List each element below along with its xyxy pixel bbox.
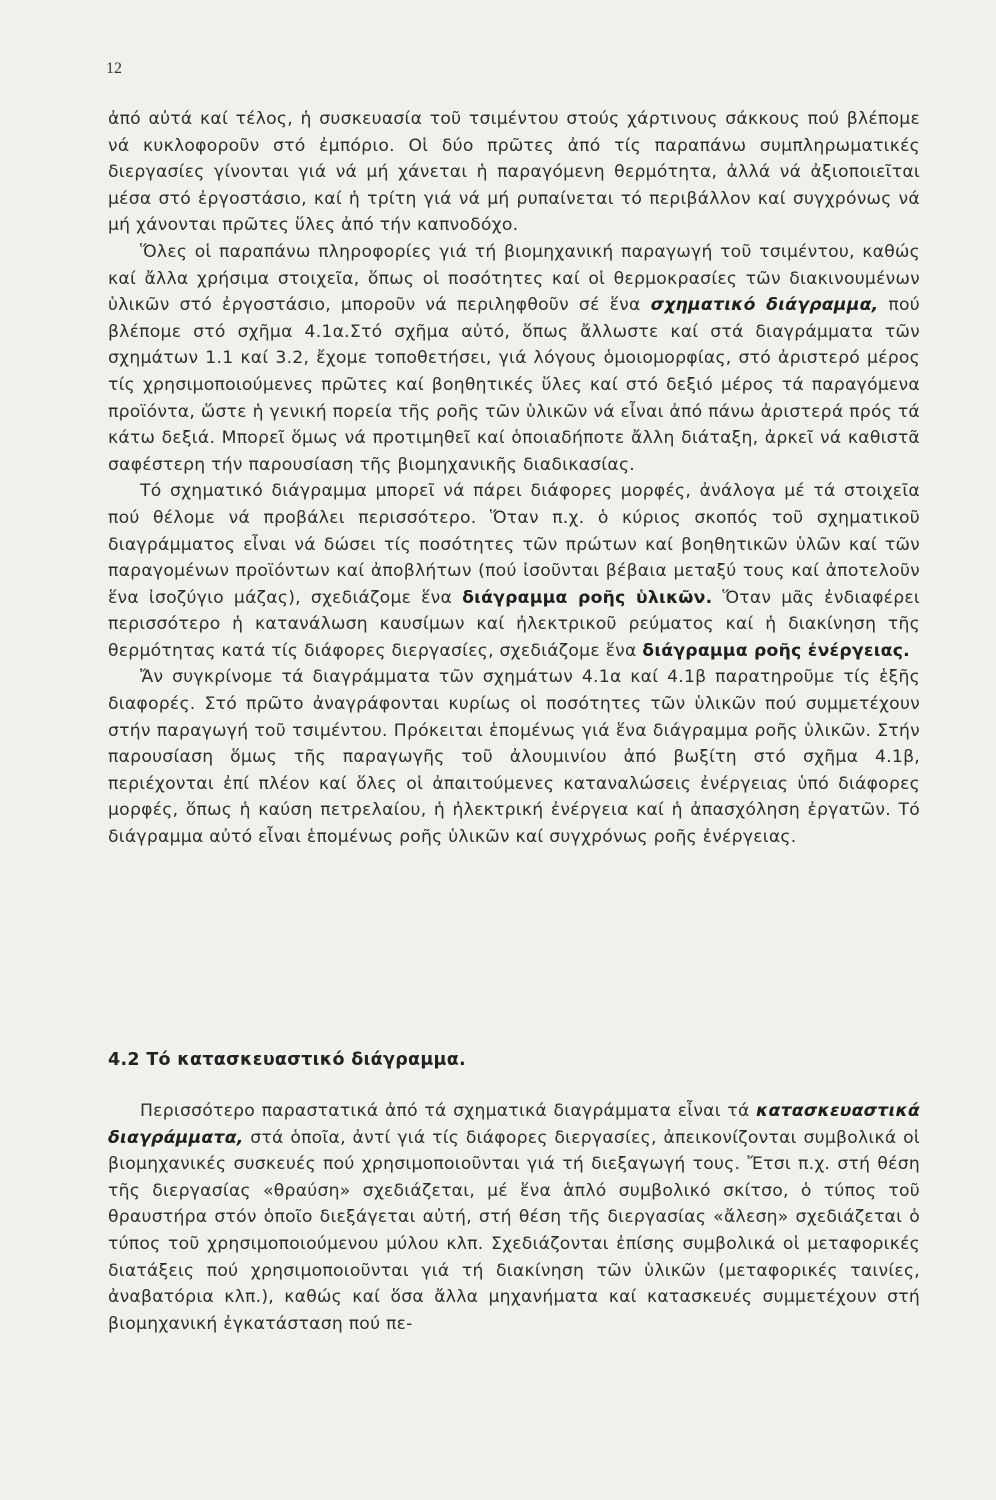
section-number: 4.2 [108,1050,140,1070]
text-run: Ἄν συγκρίνομε τά διαγράμματα τῶν σχημάτων 4.1α καί 4.1β παρατηροῦμε τίς ἑξῆς διαφορές. Στό πρῶτο ἀναγράφονται κυρίως οἱ ποσότητες τῶν ὑλικῶν πού συμμετέχουν στήν παραγωγή τοῦ τσιμέντου. Πρόκειται ἑπομένως γιά ἕνα διάγραμμα ροῆς ὑλικῶν. Στήν παρουσίαση ὅμως τῆς παραγωγῆς τοῦ ἀλουμινίου ἀπό βωξίτη στό σχῆμα 4.1β, περιέχονται ἐπί πλέον καί ὅλες οἱ ἀπαιτούμενες καταναλώσεις ἐνέργειας ὑπό διάφορες μορφές, ὅπως ἡ καύση πετρελαίου, ἡ ἠλεκτρική ἐνέργεια καί ἡ ἀπασχόληση ἐργατῶν. Τό διάγραμμα αὐτό εἶναι ἑπομένως ροῆς ὑλικῶν καί συγχρόνως ροῆς ἐνέργειας. [108,667,920,848]
text-run: Τό σχηματικό διάγραμμα μπορεῖ νά πάρει διάφορες μορφές, ἀνάλογα μέ τά στοιχεῖα πού θέλομε νά προβάλει περισσότερο. Ὅταν π.χ. ὁ κύριος σκοπός τοῦ σχηματικοῦ διαγράμματος εἶναι νά δώσει τίς ποσότητες τῶν πρώτων καί βοηθητικῶν ὑλῶν καί τῶν παραγομένων προϊόντων καί ἀποβλήτων (πού ἰσοῦνται βέβαια μεταξύ τους καί ἀποτελοῦν ἕνα ἰσοζύγιο μάζας), σχεδιάζομε ἕνα [108,481,920,608]
emphasized-term: κατασκευαστικά διαγράμματα, [108,1101,920,1148]
paragraph [108,664,920,850]
section-title: Τό κατασκευαστικό διάγραμμα. [146,1050,466,1070]
text-run: στά ὁποῖα, ἀντί γιά τίς διάφορες διεργασίες, ἀπεικονίζονται συμβολικά οἱ βιομηχανικές συσκευές πού χρησιμοποιοῦνται γιά τή διεξαγωγή τους. Ἔτσι π.χ. στή θέση τῆς διεργασίας «θραύση» σχεδιάζεται, μέ ἕνα ἁπλό συμβολικό σκίτσο, ὁ τύπος τοῦ θραυστήρα στόν ὁποῖο διεξάγεται αὐτή, στή θέση τῆς διεργασίας «ἄλεση» σχεδιάζεται ὁ τύπος τοῦ χρησιμοποιούμενου μύλου κλπ. Σχεδιάζονται ἐπίσης συμβολικά οἱ μεταφορικές διατάξεις πού χρησιμοποιοῦνται γιά τή διακίνηση τῶν ὑλικῶν (μεταφορικές ταινίες, ἀναβατόρια κλπ.), καθώς καί ὅσα ἄλλα μηχανήματα καί κατασκευές συμμετέχουν στή βιομηχανική ἐγκατάσταση πού πε- [108,1127,920,1334]
text-run: Ὅλες οἱ παραπάνω πληροφορίες γιά τή βιομηχανική παραγωγή τοῦ τσιμέντου, καθώς καί ἄλλα χρήσιμα στοιχεῖα, ὅπως οἱ ποσότητες καί οἱ θερμοκρασίες τῶν διακινουμένων ὑλικῶν στό ἐργοστάσιο, μποροῦν νά περιληφθοῦν σέ ἕνα [108,241,920,316]
emphasized-term: διάγραμμα ροῆς ἐνέργειας. [642,640,910,661]
text-run: ἀπό αὐτά καί τέλος, ἡ συσκευασία τοῦ τσιμέντου στούς χάρτινους σάκκους πού βλέπομε νά κυκλοφοροῦν στό ἐμπόριο. Οἱ δύο πρῶτες ἀπό τίς παραπάνω συμπληρωματικές διεργασίες γίνονται γιά νά μή χάνεται ἡ παραγόμενη θερμότητα, ἀλλά νά ἀξιοποιεῖται μέσα στό ἐργοστάσιο, καί ἡ τρίτη γιά νά μή ρυπαίνεται τό περιβάλλον καί συγχρόνως νά μή χάνονται πρῶτες ὕλες ἀπό τήν καπνοδόχο. [108,109,920,236]
page-number: 12 [106,60,122,77]
emphasized-term: διάγραμμα ροῆς ὑλικῶν. [462,587,713,608]
body-text-block-1 [108,106,920,851]
paragraph [108,239,920,478]
body-text-block-2 [108,1098,920,1337]
text-run: Περισσότερο παραστατικά ἀπό τά σχηματικά διαγράμματα εἶναι τά [140,1101,757,1121]
text-run: πού βλέπομε στό σχῆμα 4.1α.Στό σχῆμα αὐτό, ὅπως ἄλλωστε καί στά διαγράμματα τῶν σχημάτων 1.1 καί 3.2, ἔχομε τοποθετήσει, γιά λόγους ὁμοιομορφίας, στό ἀριστερό μέρος τίς χρησιμοποιούμενες πρῶτες καί βοηθητικές ὕλες καί στό δεξιό μέρος τά παραγόμενα προϊόντα, ὥστε ἡ γενική πορεία τῆς ροῆς τῶν ὑλικῶν νά εἶναι ἀπό πάνω ἀριστερά πρός τά κάτω δεξιά. Μπορεῖ ὅμως νά προτιμηθεῖ καί ὁποιαδήποτε ἄλλη διάταξη, ἀρκεῖ νά καθιστᾶ σαφέστερη τήν παρουσίαση τῆς βιομηχανικῆς διαδικασίας. [108,295,920,475]
text-run: Ὅταν μᾶς ἐνδιαφέρει περισσότερο ἡ κατανάλωση καυσίμων καί ἠλεκτρικοῦ ρεύματος καί ἡ διακίνηση τῆς θερμότητας κατά τίς διάφορες διεργασίες, σχεδιάζομε ἕνα [108,587,920,661]
section-heading [108,1050,466,1070]
paragraph [108,106,920,239]
paragraph [108,1098,920,1337]
paragraph [108,478,920,664]
emphasized-term: σχηματικό διάγραμμα, [650,295,879,316]
